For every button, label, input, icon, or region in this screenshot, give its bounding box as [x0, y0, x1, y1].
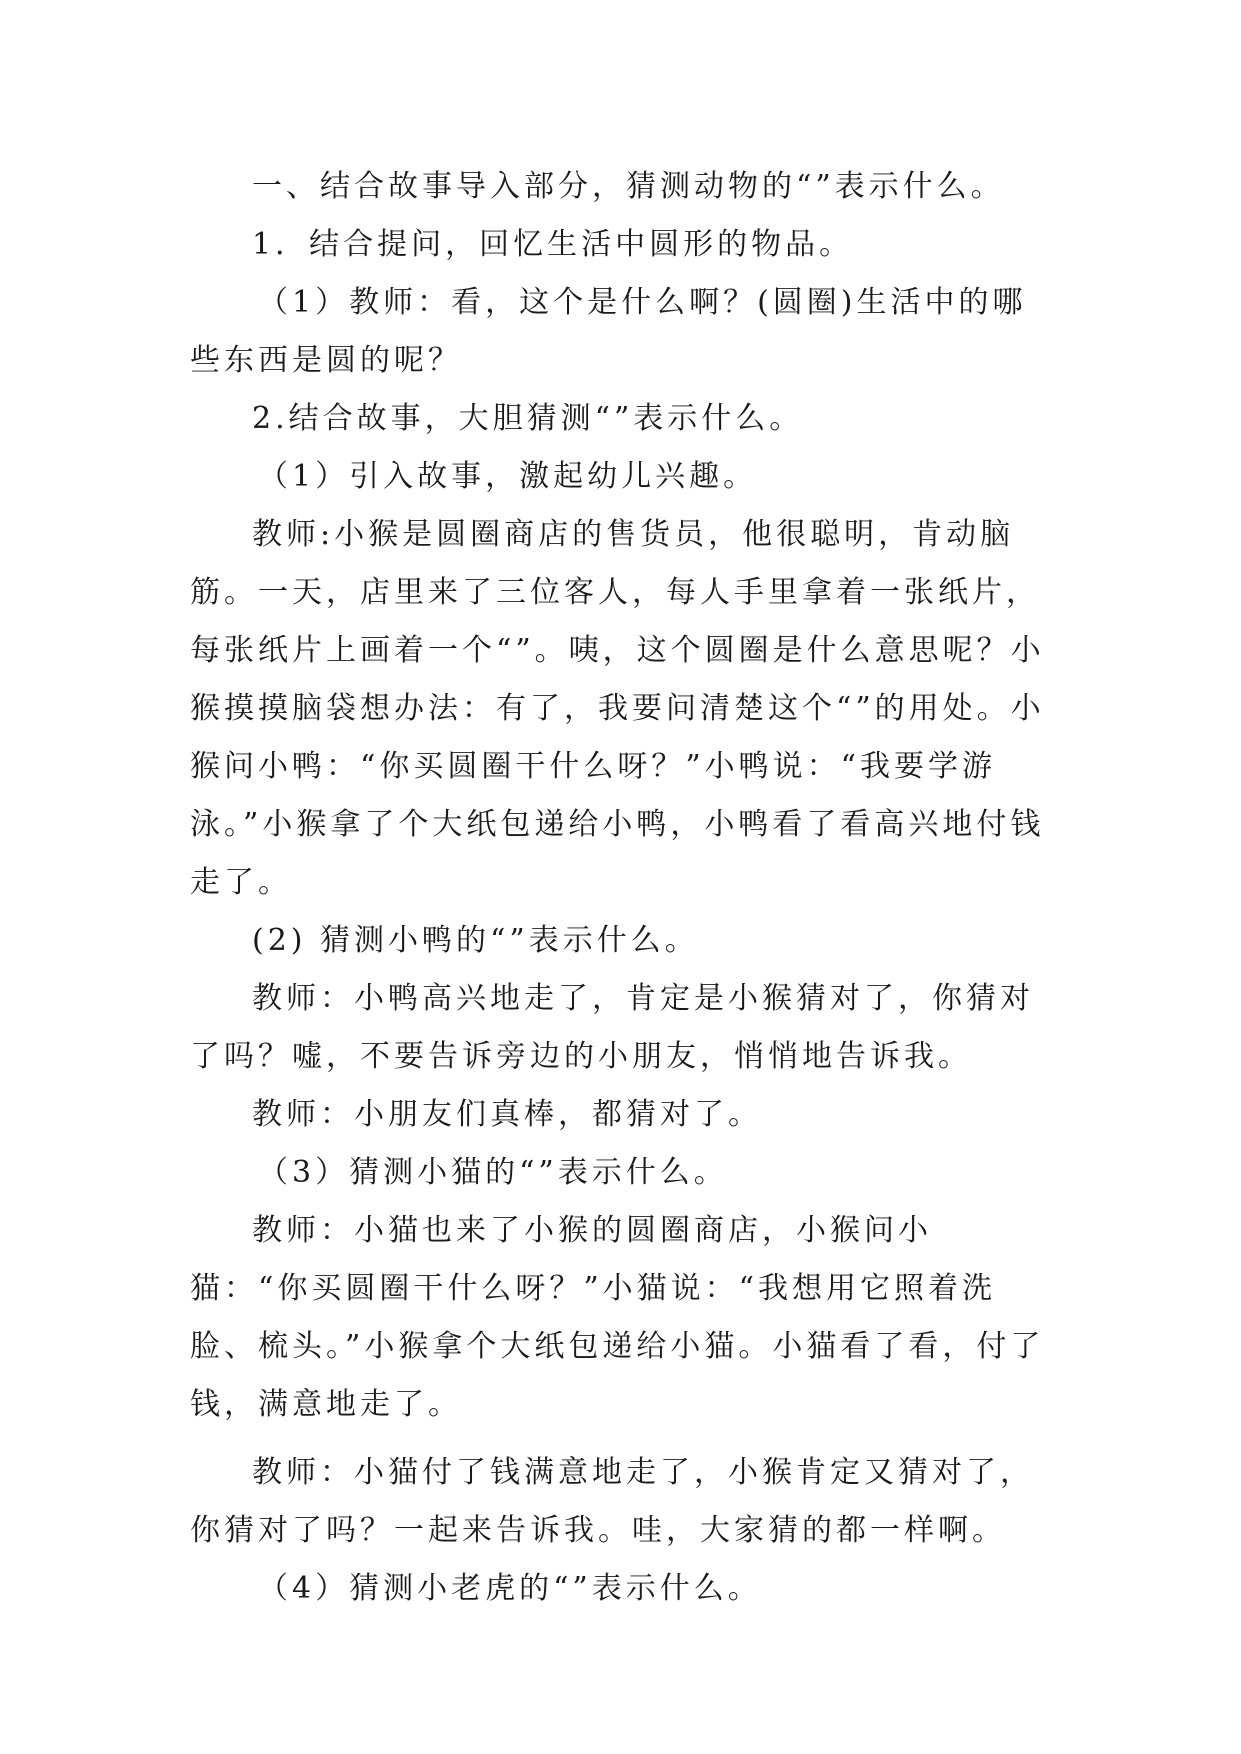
paragraph: 教师：小朋友们真棒，都猜对了。: [252, 1097, 762, 1132]
sub-heading: (2) 猜测小鸭的“”表示什么。: [252, 923, 699, 958]
step-heading: 1．结合提问，回忆生活中圆形的物品。: [252, 227, 854, 262]
sub-heading: （3）猜测小猫的“”表示什么。: [258, 1155, 728, 1190]
paragraph: 教师：小鸭高兴地走了，肯定是小猴猜对了，你猜对了吗？嘘，不要告诉旁边的小朋友，悄悄地告诉我。: [190, 981, 1034, 1074]
sub-heading: （1）引入故事，激起幼儿兴趣。: [258, 459, 758, 494]
paragraph: 教师：小猫付了钱满意地走了，小猴肯定又猜对了，你猜对了吗？一起来告诉我。哇，大家猜的都一样啊。: [190, 1455, 1034, 1548]
sub-heading: （4）猜测小老虎的“”表示什么。: [258, 1571, 762, 1606]
document-body: [190, 158, 1050, 1618]
paragraph: 教师：小猫也来了小猴的圆圈商店，小猴问小猫：“你买圆圈干什么呀？”小猫说：“我想用它照着洗脸、梳头。”小猴拿个大纸包递给小猫。小猫看了看，付了钱，满意地走了。: [190, 1213, 1045, 1422]
paragraph: （1）教师：看，这个是什么啊？(圆圈)生活中的哪些东西是圆的呢？: [190, 285, 1027, 378]
step-heading: 2.结合故事，大胆猜测“”表示什么。: [252, 401, 804, 436]
section-heading: 一、结合故事导入部分，猜测动物的“”表示什么。: [252, 169, 1005, 204]
paragraph: 教师:小猴是圆圈商店的售货员，他很聪明，肯动脑筋。一天，店里来了三位客人，每人手里拿着一张纸片，每张纸片上画着一个“”。咦，这个圆圈是什么意思呢？小猴摸摸脑袋想办法：有了，我要问清楚这个“”的用处。小猴问小鸭：“你买圆圈干什么呀？”小鸭说：“我要学游泳。”小猴拿了个大纸包递给小鸭，小鸭看了看高兴地付钱走了。: [190, 517, 1045, 900]
